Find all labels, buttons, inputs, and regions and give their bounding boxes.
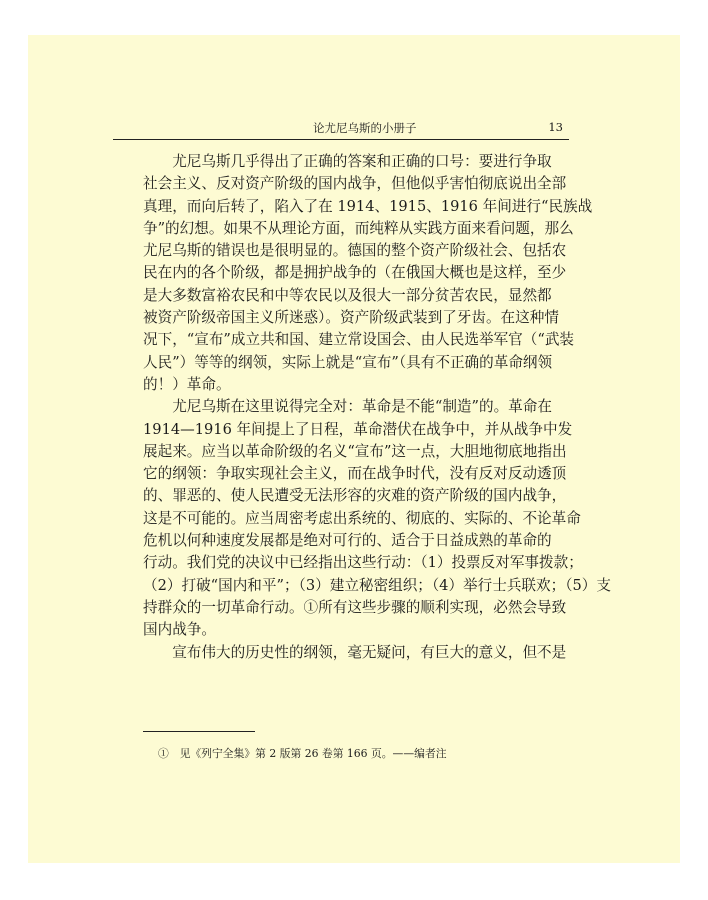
- text-line: 民在内的各个阶级，都是拥护战争的（在俄国大概也是这样，至少: [143, 264, 567, 282]
- text-line: 是大多数富裕农民和中等农民以及很大一部分贫苦农民，显然都: [143, 286, 552, 304]
- header-title: 论尤尼乌斯的小册子: [313, 121, 417, 135]
- text-line: 况下，“宣布”成立共和国、建立常设国会、由人民选举军官（“武装: [143, 331, 575, 349]
- text-line: 尤尼乌斯几乎得出了正确的答案和正确的口号：要进行争取: [143, 153, 552, 170]
- text-line: 被资产阶级帝国主义所迷惑）。资产阶级武装到了牙齿。在这种情: [143, 309, 559, 327]
- footnote-divider: [143, 731, 255, 732]
- text-line: 这是不可能的。应当周密考虑出系统的、彻底的、实际的、不论革命: [143, 509, 581, 527]
- page-number: 13: [548, 120, 563, 134]
- text-line: 1914—1916 年间提上了日程，革命潜伏在战争中，并从战争中发: [143, 420, 573, 438]
- text-line: 尤尼乌斯的错误也是很明显的。德国的整个资产阶级社会、包括农: [143, 242, 567, 260]
- body-text: [143, 151, 611, 664]
- text-line: 持群众的一切革命行动。①所有这些步骤的顺利实现，必然会导致: [143, 598, 567, 616]
- running-header: [113, 117, 569, 140]
- text-line: 行动。我们党的决议中已经指出这些行动：（1）投票反对军事拨款；: [143, 554, 583, 572]
- text-line: 危机以何种速度发展都是绝对可行的、适合于日益成熟的革命的: [143, 532, 552, 550]
- text-line: 人民”）等等的纲领，实际上就是“宣布”（具有不正确的革命纲领: [143, 353, 553, 371]
- text-line: 尤尼乌斯在这里说得完全对：革命是不能“制造”的。革命在: [143, 398, 552, 416]
- text-line: 国内战争。: [143, 621, 216, 639]
- footnote: ① 见《列宁全集》第 2 版第 26 卷第 166 页。——编者注: [158, 747, 447, 760]
- text-line: 它的纲领：争取实现社会主义，而在战争时代，没有反对反动透顶: [143, 465, 567, 483]
- text-line: 争”的幻想。如果不从理论方面，而纯粹从实践方面来看问题，那么: [143, 219, 574, 237]
- text-line: 社会主义、反对资产阶级的国内战争，但他似乎害怕彻底说出全部: [143, 175, 567, 193]
- text-line: 的！）革命。: [143, 375, 231, 393]
- text-line: （2）打破“国内和平”；（3）建立秘密组织；（4）举行士兵联欢；（5）支: [143, 576, 611, 594]
- text-line: 展起来。应当以革命阶级的名义“宣布”这一点，大胆地彻底地指出: [143, 442, 567, 460]
- text-line: 真理，而向后转了，陷入了在 1914、1915、1916 年间进行“民族战: [143, 197, 593, 215]
- text-line: 的、罪恶的、使人民遭受无法形容的灾难的资产阶级的国内战争，: [143, 487, 567, 505]
- text-line: 宣布伟大的历史性的纲领，毫无疑问，有巨大的意义，但不是: [143, 643, 567, 661]
